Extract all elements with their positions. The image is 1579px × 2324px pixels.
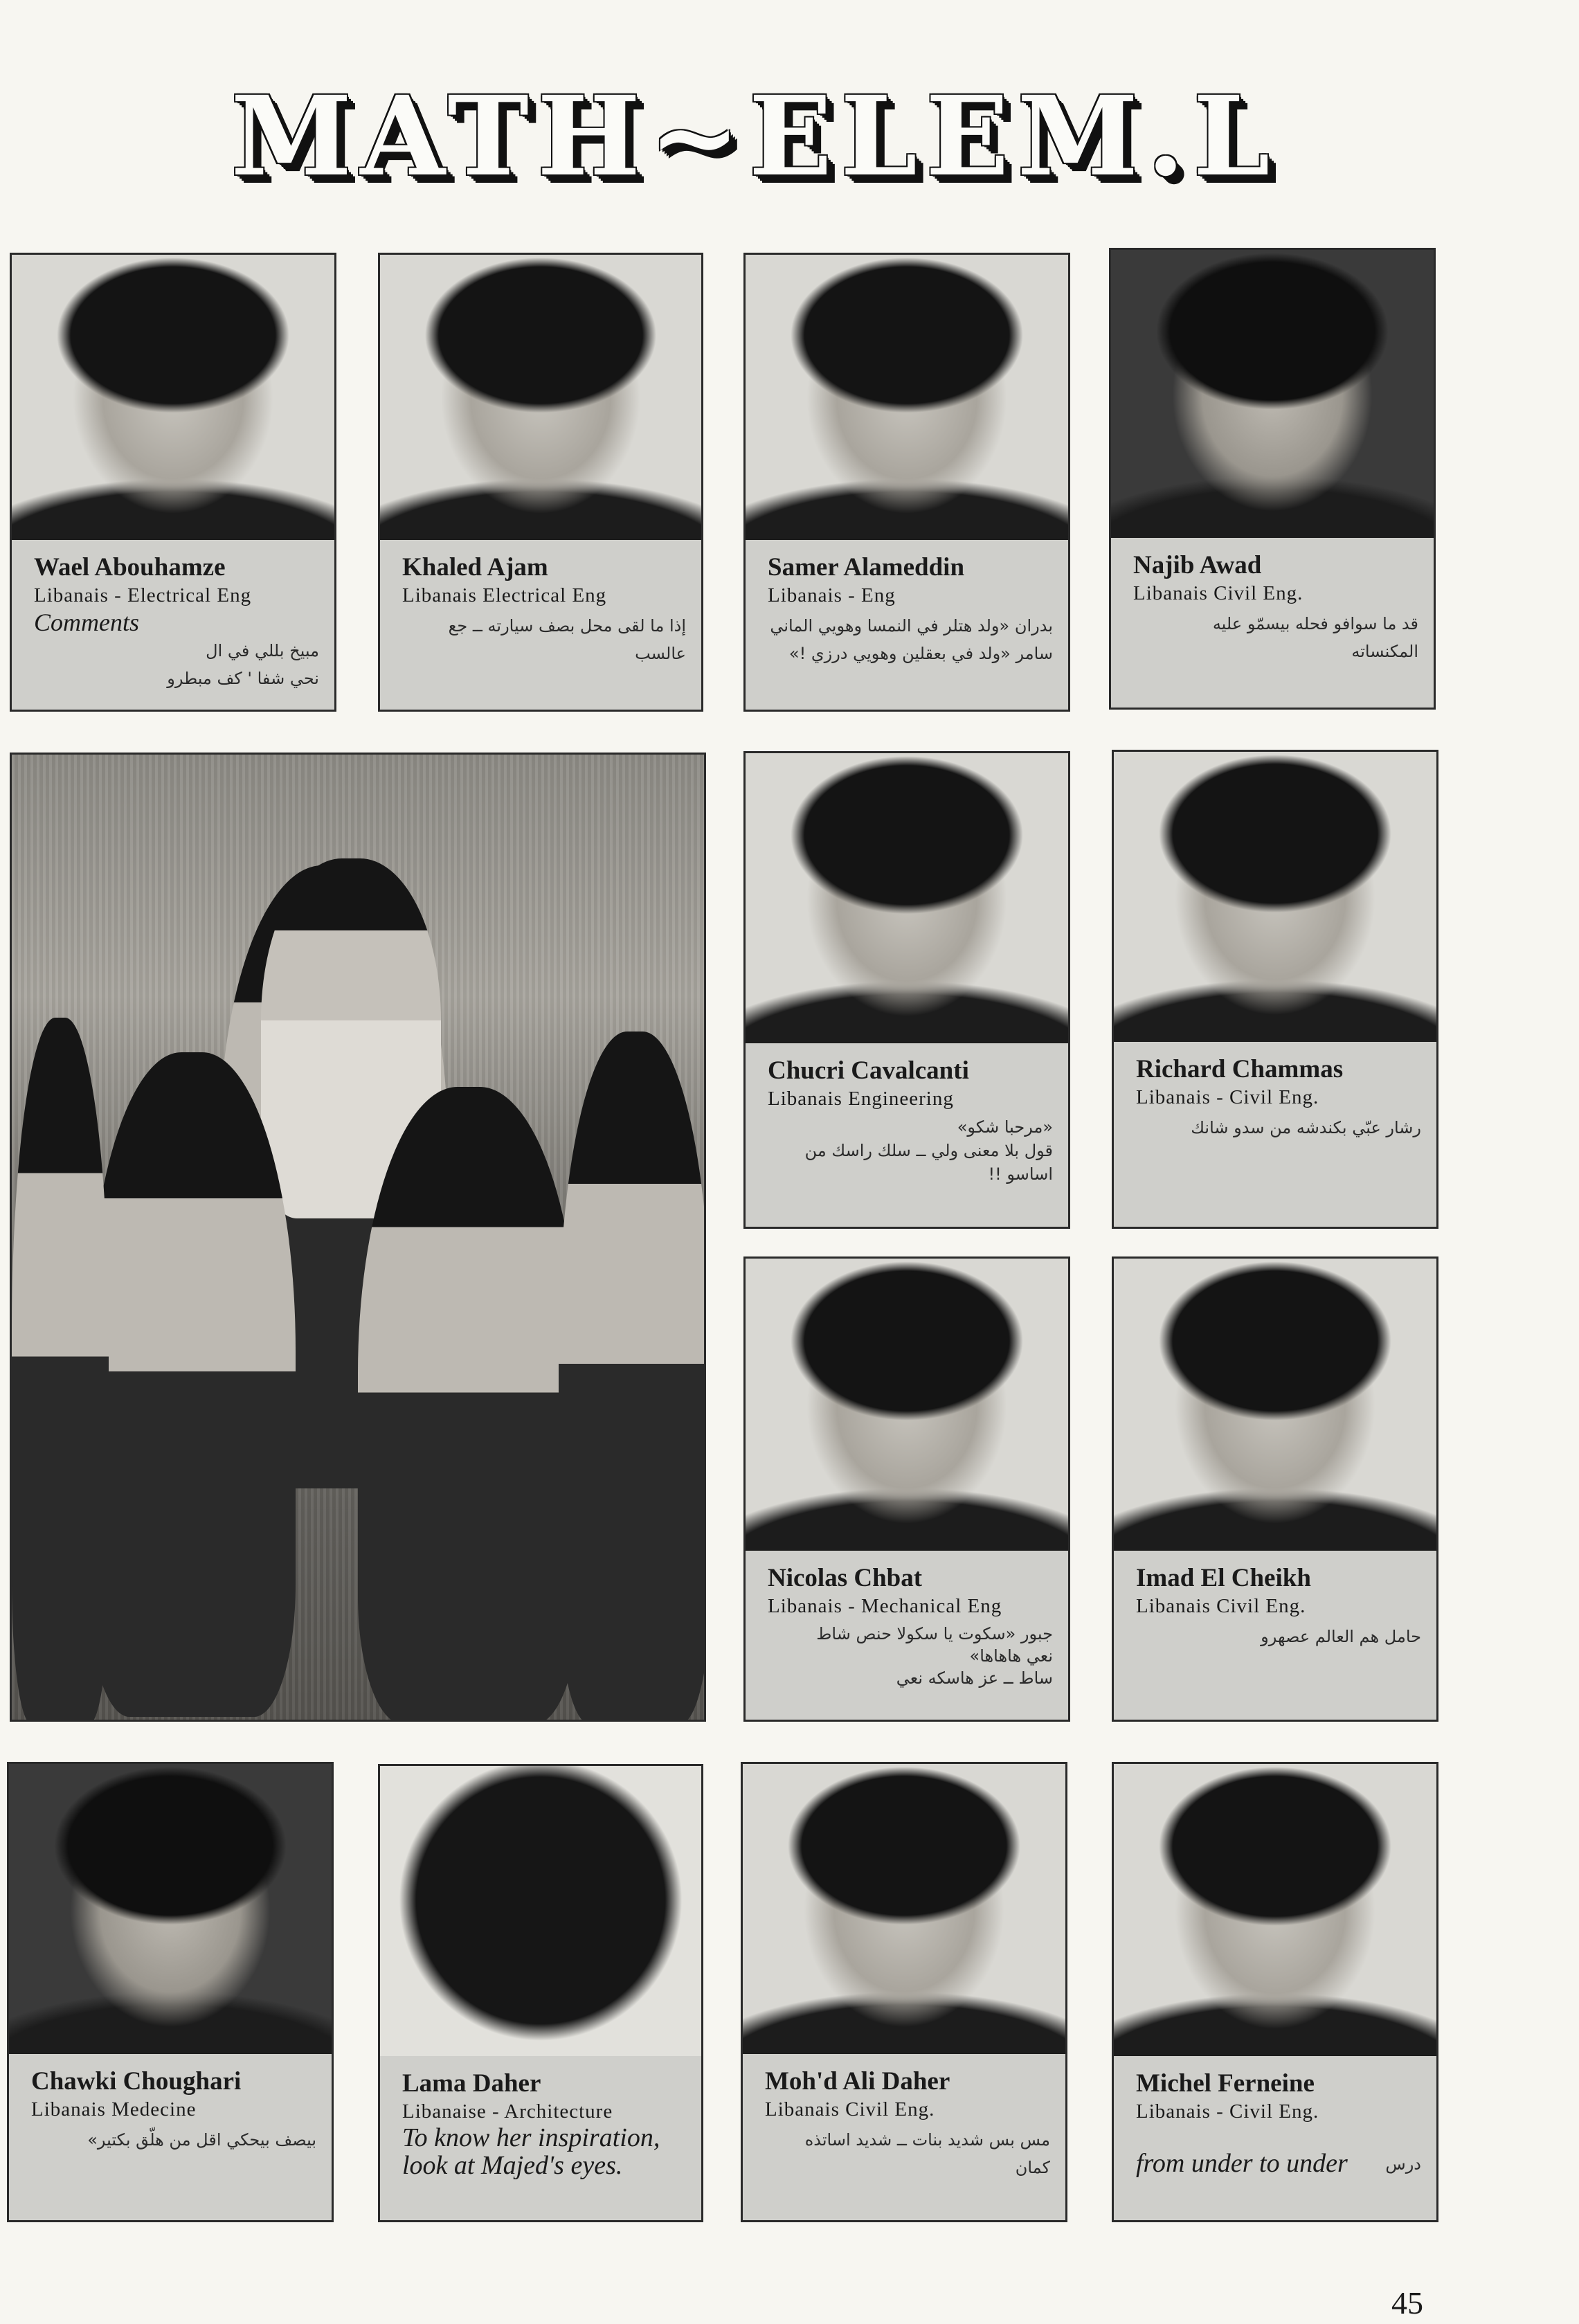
student-info: Libanais Electrical Eng <box>402 584 607 606</box>
student-card <box>1112 1256 1438 1722</box>
student-info: Libanais Civil Eng. <box>1136 1595 1306 1617</box>
person-figure <box>88 1052 296 1717</box>
arabic-comment: قد ما سوافو فحله بيسمّو عليه المكنساته <box>1212 614 1418 661</box>
portrait-photo <box>380 255 701 544</box>
student-info: Libanais - Civil Eng. <box>1136 2100 1319 2123</box>
student-info: Libanais - Civil Eng. <box>1136 1086 1319 1108</box>
student-card <box>743 751 1070 1229</box>
arabic-comment: مبيخ بللي في ال نحي شفا ' كف مبطرو <box>167 641 319 688</box>
student-card <box>7 1762 334 2222</box>
student-name: Michel Ferneine <box>1136 2069 1315 2098</box>
portrait-photo <box>1114 1764 1436 2060</box>
student-name: Richard Chammas <box>1136 1055 1344 1083</box>
caption <box>380 2056 701 2220</box>
student-name: Chucri Cavalcanti <box>768 1056 969 1085</box>
portrait-photo <box>1114 752 1436 1046</box>
portrait-photo <box>746 1259 1068 1555</box>
caption <box>1114 1042 1436 1227</box>
person-figure <box>358 1087 579 1722</box>
student-card <box>1109 248 1436 710</box>
student-name: Imad El Cheikh <box>1136 1564 1311 1592</box>
student-comment: Comments <box>34 609 139 636</box>
group-photo <box>10 753 706 1722</box>
student-name: Najib Awad <box>1133 551 1262 579</box>
student-info: Libanais Medecine <box>31 2098 197 2120</box>
person-figure <box>559 1032 706 1722</box>
portrait-photo <box>380 1766 701 2060</box>
student-card <box>1112 1762 1438 2222</box>
student-card <box>743 253 1070 712</box>
arabic-comment: جبور «سكوت يا سكولا حنص شاط نعي هاهاها» ساط ــ عز هاسكه نعي <box>816 1624 1053 1688</box>
student-info: Libanais Engineering <box>768 1088 954 1110</box>
caption <box>380 540 701 710</box>
arabic-comment: بيصف بيحكي اقل من هلّق بكتير» <box>87 2130 316 2150</box>
student-card <box>1112 750 1438 1229</box>
portrait-photo <box>1114 1259 1436 1555</box>
arabic-comment: رشار عبّي بكندشه من سدو شانك <box>1191 1118 1421 1137</box>
student-name: Khaled Ajam <box>402 553 548 582</box>
person-figure <box>12 1018 109 1722</box>
student-card <box>378 253 703 712</box>
student-info: Libanaise - Architecture <box>402 2100 613 2123</box>
student-name: Chawki Choughari <box>31 2067 242 2096</box>
arabic-comment: إذا ما لقى محل بصف سيارته ــ جع عالسب <box>448 616 686 663</box>
student-name: Wael Abouhamze <box>34 553 226 582</box>
student-info: Libanais Civil Eng. <box>1133 582 1303 604</box>
student-name: Nicolas Chbat <box>768 1564 923 1592</box>
arabic-comment: حامل هم العالم عصهرو <box>1261 1627 1421 1646</box>
student-comment: To know her inspiration, look at Majed's eyes. <box>402 2123 660 2180</box>
student-card <box>378 1764 703 2222</box>
portrait-photo <box>743 1764 1065 2058</box>
caption <box>9 2054 332 2220</box>
student-info: Libanais - Eng <box>768 584 896 606</box>
arabic-comment: «مرحبا شكو» قول بلا معنى ولي ــ سلك راسك من اساسو !! <box>804 1117 1053 1184</box>
arabic-comment: مس بس شديد بنات ــ شديد اساتذه كمان <box>804 2130 1050 2177</box>
caption <box>743 2054 1065 2220</box>
caption <box>746 540 1068 710</box>
student-info: Libanais Civil Eng. <box>765 2098 935 2120</box>
student-name: Samer Alameddin <box>768 553 965 582</box>
caption <box>746 1551 1068 1720</box>
caption <box>1114 2056 1436 2220</box>
portrait-photo <box>9 1764 332 2058</box>
student-info: Libanais - Mechanical Eng <box>768 1595 1002 1617</box>
portrait-photo <box>1111 250 1434 542</box>
caption <box>1111 538 1434 708</box>
student-name: Moh'd Ali Daher <box>765 2067 950 2096</box>
portrait-photo <box>746 255 1068 544</box>
caption <box>1114 1551 1436 1720</box>
student-info: Libanais - Electrical Eng <box>34 584 252 606</box>
student-name: Lama Daher <box>402 2069 541 2098</box>
arabic-comment: درس <box>1385 2154 1421 2174</box>
page-title: MATH~ELEM.L <box>231 73 1279 201</box>
student-comment: from under to under <box>1136 2149 1348 2178</box>
student-card <box>743 1256 1070 1722</box>
student-card <box>741 1762 1067 2222</box>
caption <box>746 1043 1068 1227</box>
caption <box>12 540 334 710</box>
arabic-comment: بدران «ولد هتلر في النمسا وهويي الماني سامر «ولد في بعقلين وهويي درزي !» <box>770 616 1053 663</box>
student-card <box>10 253 336 712</box>
portrait-photo <box>12 255 334 544</box>
page-number: 45 <box>1391 2285 1423 2321</box>
portrait-photo <box>746 753 1068 1047</box>
